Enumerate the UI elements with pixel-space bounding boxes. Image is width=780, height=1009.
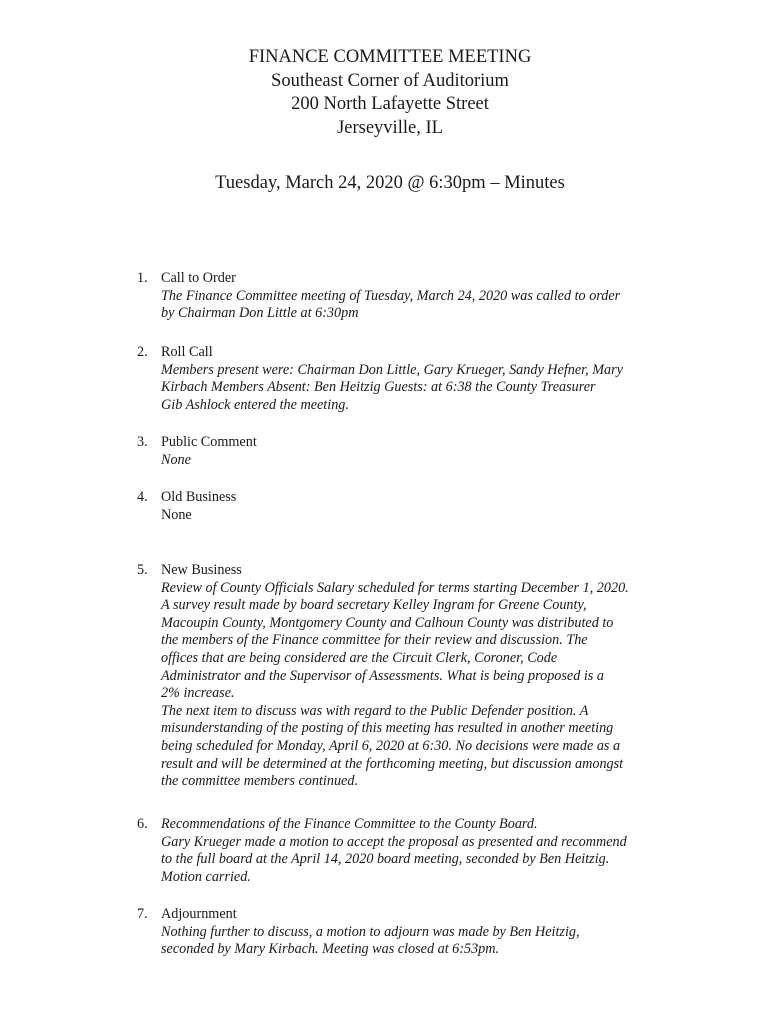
item-body xyxy=(161,452,697,470)
body-line: Motion carried. xyxy=(161,868,251,885)
agenda-item-roll-call xyxy=(137,344,697,414)
item-body xyxy=(161,362,697,415)
body-line: misunderstanding of the posting of this meeting has resulted in another meeting xyxy=(161,720,614,737)
body-line: Members present were: Chairman Don Little, Gary Krueger, Sandy Hefner, Mary xyxy=(161,361,623,378)
body-line: being scheduled for Monday, April 6, 2020 at 6:30. No decisions were made as a xyxy=(161,737,621,754)
item-title: Recommendations of the Finance Committee to the County Board. xyxy=(161,816,538,832)
body-line: None xyxy=(161,506,192,523)
item-body xyxy=(161,834,697,887)
item-body xyxy=(161,288,697,323)
body-line: Macoupin County, Montgomery County and Calhoun County was distributed to xyxy=(161,614,614,631)
meeting-city: Jerseyville, IL xyxy=(337,117,443,138)
item-number: 5. xyxy=(137,562,148,578)
item-number: 3. xyxy=(137,434,148,450)
item-title: New Business xyxy=(161,562,242,578)
body-line: The next item to discuss was with regard to the Public Defender position. A xyxy=(161,702,589,719)
document-header xyxy=(0,46,780,140)
body-line: Gary Krueger made a motion to accept the proposal as presented and recommend xyxy=(161,833,627,850)
body-line: by Chairman Don Little at 6:30pm xyxy=(161,305,359,322)
item-body xyxy=(161,580,697,791)
item-title: Old Business xyxy=(161,489,237,505)
item-number: 4. xyxy=(137,489,148,505)
body-line: Review of County Officials Salary scheduled for terms starting December 1, 2020. xyxy=(161,579,629,596)
body-line: Administrator and the Supervisor of Assessments. What is being proposed is a xyxy=(161,667,604,684)
meeting-title: FINANCE COMMITTEE MEETING xyxy=(248,47,532,67)
item-body xyxy=(161,507,697,525)
meeting-location: Southeast Corner of Auditorium xyxy=(271,70,509,91)
item-number: 2. xyxy=(137,344,148,360)
agenda-item-public-comment xyxy=(137,434,697,469)
body-line: None xyxy=(161,451,191,468)
item-title: Call to Order xyxy=(161,270,236,286)
item-number: 1. xyxy=(137,270,148,286)
agenda-item-new-business xyxy=(137,562,697,791)
agenda-item-call-to-order xyxy=(137,270,697,323)
body-line: offices that are being considered are the Circuit Clerk, Coroner, Code xyxy=(161,649,558,666)
item-number: 6. xyxy=(137,816,148,832)
body-line: Gib Ashlock entered the meeting. xyxy=(161,396,349,413)
body-line: result and will be determined at the forthcoming meeting, but discussion amongst xyxy=(161,755,624,772)
item-number: 7. xyxy=(137,906,148,922)
body-line: seconded by Mary Kirbach. Meeting was closed at 6:53pm. xyxy=(161,941,500,958)
meeting-street: 200 North Lafayette Street xyxy=(291,94,489,114)
meeting-date: Tuesday, March 24, 2020 @ 6:30pm – Minutes xyxy=(215,173,565,193)
body-line: Nothing further to discuss, a motion to adjourn was made by Ben Heitzig, xyxy=(161,923,580,940)
agenda-item-recommendations xyxy=(137,816,697,886)
body-line: The Finance Committee meeting of Tuesday, March 24, 2020 was called to order xyxy=(161,287,621,304)
item-title: Roll Call xyxy=(161,344,213,360)
body-line: the committee members continued. xyxy=(161,773,358,790)
agenda-item-old-business xyxy=(137,489,697,524)
body-line: the members of the Finance committee for their review and discussion. The xyxy=(161,632,588,649)
body-line: 2% increase. xyxy=(161,685,235,702)
body-line: Kirbach Members Absent: Ben Heitzig Guests: at 6:38 the County Treasurer xyxy=(161,379,596,396)
item-title: Adjournment xyxy=(161,906,237,922)
body-line: to the full board at the April 14, 2020 board meeting, seconded by Ben Heitzig. xyxy=(161,851,610,868)
body-line: A survey result made by board secretary Kelley Ingram for Greene County, xyxy=(161,597,587,614)
agenda-item-adjournment xyxy=(137,906,697,959)
item-body xyxy=(161,924,697,959)
item-title: Public Comment xyxy=(161,434,257,450)
